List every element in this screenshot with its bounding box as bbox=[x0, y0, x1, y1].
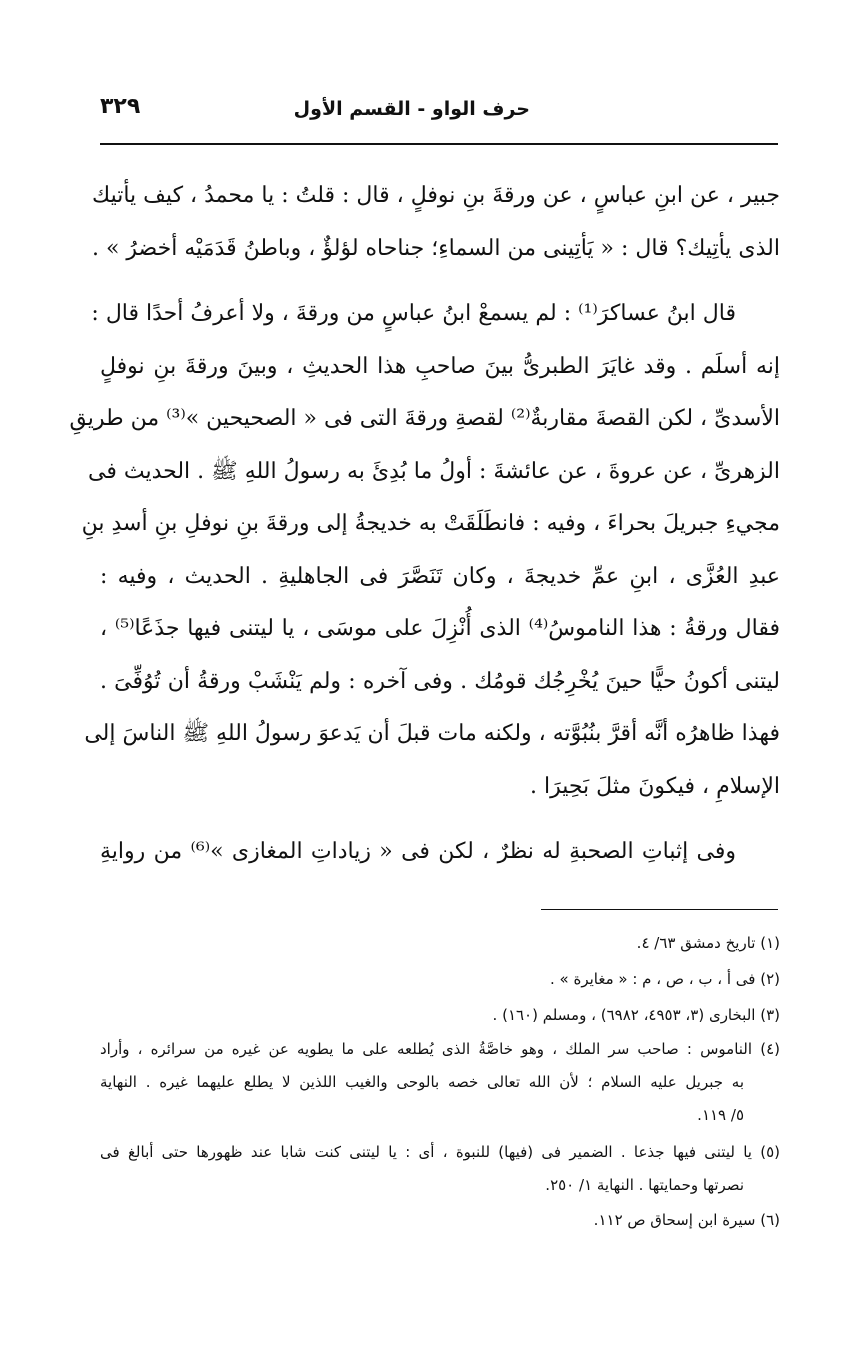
text-line: ليتنى أكونُ حيًّا حينَ يُخْرِجُك قومُك . وفى آخره : ولم يَنْشَبْ ورقةُ أن تُوُفِّىَ . bbox=[100, 668, 780, 694]
footnote-5 bbox=[100, 1136, 780, 1202]
footnote-line: (٥) يا ليتنى فيها جذعا . الضمير فى (فيها) للنبوة ، أى : يا ليتنى كنت شابا عند ظهورها حتى أبالغ فى bbox=[100, 1143, 780, 1161]
text-line: الزهرىِّ ، عن عروةَ ، عن عائشةَ : أولُ ما بُدِئَ به رسولُ اللهِ ﷺ . الحديث فى bbox=[88, 458, 780, 484]
text-line: جبير ، عن ابنِ عباسٍ ، عن ورقةَ بنِ نوفلٍ ، قال : قلتُ : يا محمدُ ، كيف يأتيك bbox=[92, 183, 780, 208]
main-text bbox=[69, 170, 780, 879]
text-line: عبدِ العُزَّى ، ابنِ عمِّ خديجةَ ، وكان تَنَصَّرَ فى الجاهليةِ . الحديث ، وفيه : bbox=[100, 563, 780, 589]
footnote-4 bbox=[100, 1033, 780, 1132]
text-line: قال ابنُ عساكرَ⁽¹⁾ : لم يسمعْ ابنُ عباسٍ من ورقةَ ، ولا أعرفُ أحدًا قال : bbox=[91, 301, 736, 326]
page-number: ٣٢٩ bbox=[100, 94, 141, 119]
text-line: مجيءِ جبريلَ بحراءَ ، وفيه : فانطَلَقَتْ به خديجةُ إلى ورقةَ بنِ نوفلِ بنِ أسدِ بنِ bbox=[81, 511, 780, 536]
text-line: الأسدىِّ ، لكن القصةَ مقاربةٌ⁽²⁾ لقصةِ ورقةَ التى فى « الصحيحين »⁽³⁾ من طريقِ bbox=[69, 406, 780, 431]
text-line: وفى إثباتِ الصحبةِ له نظرٌ ، لكن فى « زياداتِ المغازى »⁽⁶⁾ من روايةِ bbox=[100, 839, 737, 864]
text-line: فهذا ظاهرُه أنَّه أقرَّ بنُبُوَّته ، ولكنه مات قبلَ أن يَدعوَ رسولُ اللهِ ﷺ الناسَ إلى bbox=[84, 721, 780, 746]
footnote-line: به جبريل عليه السلام ؛ لأن الله تعالى خصه بالوحى والغيب اللذين لا يطلع عليهما غيره . النهاية bbox=[100, 1073, 744, 1091]
footnote-line: ٥/ ١١٩. bbox=[697, 1106, 744, 1124]
footnotes bbox=[100, 925, 780, 1238]
text-line: الإسلامِ ، فيكونَ مثلَ بَحِيرَا . bbox=[529, 773, 780, 799]
footnote-3: (٣) البخارى (٣، ٤٩٥٣، ٦٩٨٢) ، ومسلم (١٦٠) . bbox=[492, 1006, 780, 1024]
footnote-line: (٤) الناموس : صاحب سر الملك ، وهو خاصَّةُ الذى يُطلعه على ما يطويه عن غيره من سرائره ، وأراد bbox=[100, 1040, 780, 1058]
page-header bbox=[100, 90, 778, 130]
footnote-rule bbox=[541, 909, 778, 910]
header-rule bbox=[100, 143, 778, 145]
running-title: حرف الواو - القسم الأول bbox=[293, 98, 530, 120]
footnote-1: (١) تاريخ دمشق ٦٣/ ٤. bbox=[636, 934, 780, 952]
text-line: فقال ورقةُ : هذا الناموسُ⁽⁴⁾ الذى أُنْزِلَ على موسَى ، يا ليتنى فيها جذَعًا⁽⁵⁾ ، bbox=[100, 616, 780, 641]
footnote-line: نصرتها وحمايتها . النهاية ١/ ٢٥٠. bbox=[545, 1176, 744, 1194]
footnote-6: (٦) سيرة ابن إسحاق ص ١١٢. bbox=[593, 1211, 780, 1229]
text-line: الذى يأتِيك؟ قال : « يَأتِينى من السماءِ؛ جناحاه لؤلؤٌ ، وباطنُ قَدَمَيْه أخضرُ » . bbox=[91, 235, 780, 261]
text-line: إنه أسلَم . وقد غايَرَ الطبرىُّ بينَ صاحبِ هذا الحديثِ ، وبينَ ورقةَ بنِ نوفلٍ bbox=[100, 353, 780, 379]
footnote-2: (٢) فى أ ، ب ، ص ، م : « مغايرة » . bbox=[550, 970, 780, 988]
